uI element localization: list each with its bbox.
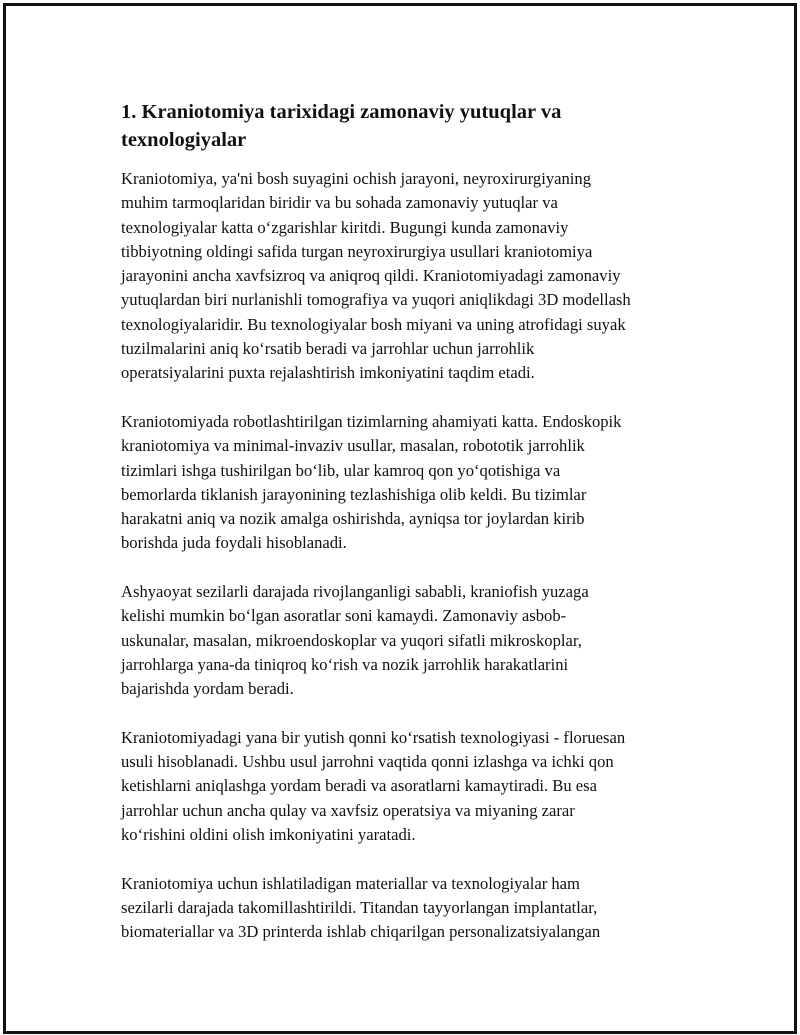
text-line: harakatni aniq va nozik amalga oshirishda, ayniqsa tor joylardan kirib — [121, 509, 585, 529]
paragraph-1 — [121, 167, 696, 386]
paragraph-5 — [121, 872, 696, 945]
text-line: sezilarli darajada takomillashtirildi. Titandan tayyorlangan implantatlar, — [121, 897, 598, 917]
heading-line: texnologiyalar — [121, 129, 247, 151]
text-line: ketishlarni aniqlashga yordam beradi va asoratlarni kamaytiradi. Bu esa — [121, 776, 597, 796]
text-line: muhim tarmoqlaridan biridir va bu sohada zamonaviy yutuqlar va — [121, 193, 558, 213]
text-line: Ashyaoyat sezilarli darajada rivojlanganligi sababli, kraniofish yuzaga — [121, 582, 589, 602]
text-line: texnologiyalaridir. Bu texnologiyalar bosh miyani va uning atrofidagi suyak — [121, 314, 626, 334]
text-line: jarrohlar uchun ancha qulay va xavfsiz operatsiya va miyaning zarar — [121, 800, 575, 820]
text-line: ko‘rishini oldini olish imkoniyatini yaratadi. — [121, 825, 416, 845]
text-line: yutuqlardan biri nurlanishli tomografiya va yuqori aniqlikdagi 3D modellash — [121, 290, 631, 310]
text-line: jarayonini ancha xavfsizroq va aniqroq qildi. Kraniotomiyadagi zamonaviy — [121, 266, 621, 286]
paragraph-4 — [121, 726, 696, 847]
text-line: bemorlarda tiklanish jarayonining tezlashishiga olib keldi. Bu tizimlar — [121, 484, 587, 504]
text-line: usuli hisoblanadi. Ushbu usul jarrohni vaqtida qonni izlashga va ichki qon — [121, 752, 614, 772]
text-line: kraniotomiya va minimal-invaziv usullar, masalan, robototik jarrohlik — [121, 436, 585, 456]
document-body — [121, 98, 696, 969]
text-line: Kraniotomiyadagi yana bir yutish qonni ko‘rsatish texnologiyasi - floruesan — [121, 727, 626, 747]
paragraph-3 — [121, 580, 696, 701]
text-line: Kraniotomiyada robotlashtirilgan tizimlarning ahamiyati katta. Endoskopik — [121, 411, 622, 431]
paragraph-2 — [121, 410, 696, 556]
text-line: uskunalar, masalan, mikroendoskoplar va yuqori sifatli mikroskoplar, — [121, 630, 582, 650]
text-line: borishda juda foydali hisoblanadi. — [121, 533, 347, 553]
text-line: jarrohlarga yana-da tiniqroq ko‘rish va nozik jarrohlik harakatlarini — [121, 654, 569, 674]
text-line: tibbiyotning oldingi safida turgan neyroxirurgiya usullari kraniotomiya — [121, 241, 593, 261]
text-line: tuzilmalarini aniq ko‘rsatib beradi va jarrohlar uchun jarrohlik — [121, 339, 535, 359]
text-line: biomateriallar va 3D printerda ishlab chiqarilgan personalizatsiyalangan — [121, 922, 601, 942]
document-page — [3, 3, 797, 1034]
text-line: kelishi mumkin bo‘lgan asoratlar soni kamaydi. Zamonaviy asbob- — [121, 606, 567, 626]
text-line: bajarishda yordam beradi. — [121, 679, 294, 699]
text-line: Kraniotomiya, ya'ni bosh suyagini ochish jarayoni, neyroxirurgiyaning — [121, 169, 591, 188]
heading-line: 1. Kraniotomiya tarixidagi zamonaviy yutuqlar va — [121, 101, 562, 123]
text-line: operatsiyalarini puxta rejalashtirish imkoniyatini taqdim etadi. — [121, 363, 535, 383]
text-line: tizimlari ishga tushirilgan bo‘lib, ular kamroq qon yo‘qotishiga va — [121, 460, 561, 480]
text-line: texnologiyalar katta o‘zgarishlar kiritdi. Bugungi kunda zamonaviy — [121, 217, 569, 237]
text-line: Kraniotomiya uchun ishlatiladigan materiallar va texnologiyalar ham — [121, 873, 580, 893]
section-heading — [121, 98, 696, 154]
